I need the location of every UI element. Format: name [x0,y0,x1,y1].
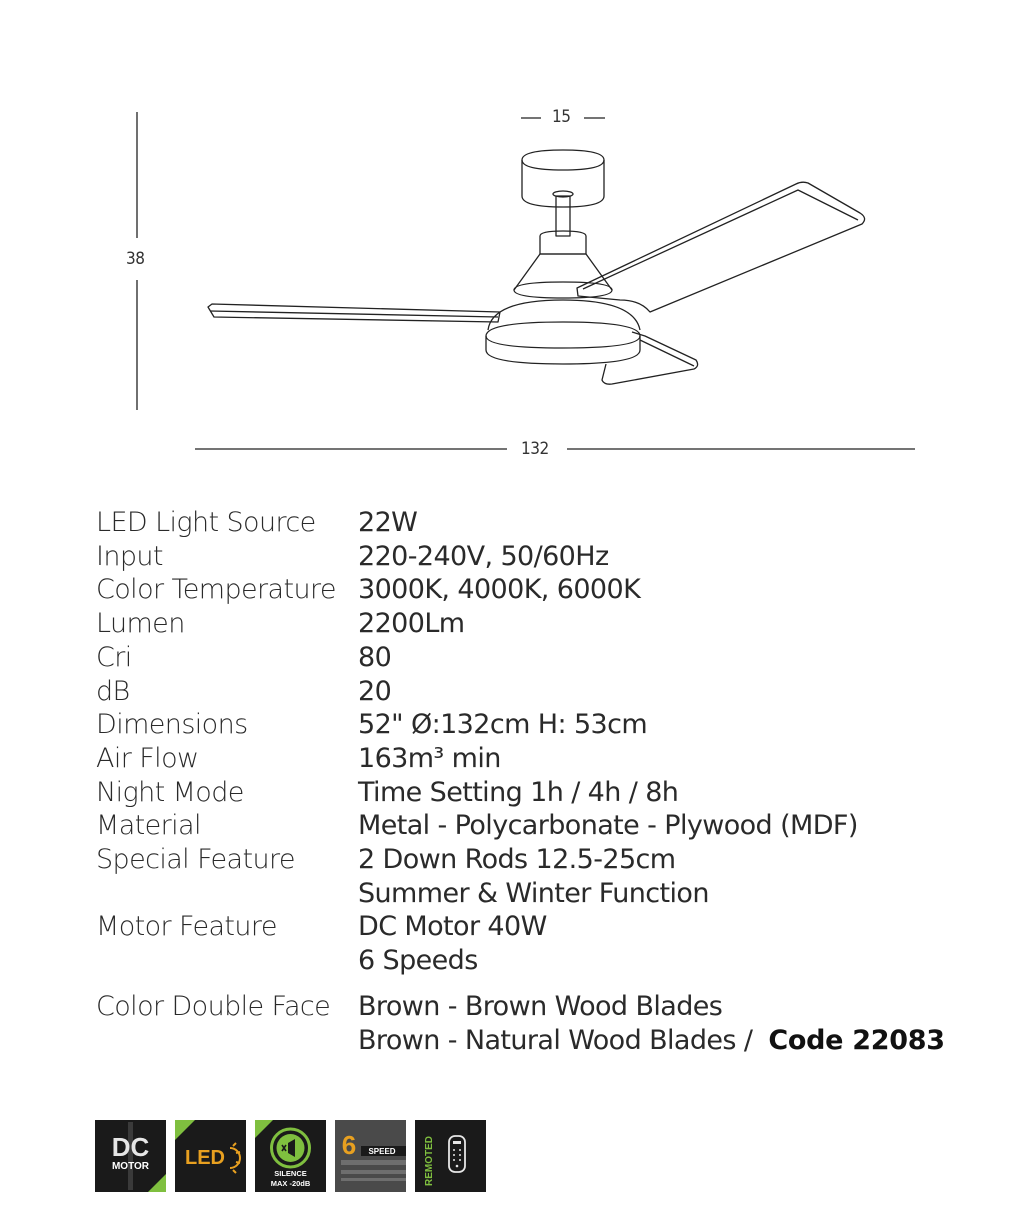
canopy [522,150,604,207]
spec-label: Lumen [96,608,185,640]
spec-label: Color Double Face [96,990,331,1022]
dim-label-span: 132 [521,439,549,459]
spec-value-with-code [358,1024,976,1058]
dim-label-height: 38 [126,249,145,269]
feature-badges [95,1120,486,1192]
spec-value: 52" Ø:132cm H: 53cm [358,709,648,741]
spec-row-color-double-face [96,990,976,1057]
spec-label: Air Flow [96,742,199,774]
remote-control-icon [415,1120,486,1192]
spec-label: Input [96,540,163,572]
spec-label: Cri [96,641,132,673]
led-text: LED [185,1147,225,1169]
spec-row-night-mode [96,776,976,810]
spec-value: 3000K, 4000K, 6000K [358,574,641,606]
motor-collar [540,231,586,254]
spec-value: Brown - Natural Wood Blades / [358,1024,753,1056]
fan-technical-drawing [0,0,1033,480]
blade-right-lower-edge [640,340,694,366]
spec-value: 22W [358,507,418,538]
dc-motor-icon [95,1120,166,1192]
spec-label: Special Feature [96,844,295,876]
spec-row-db [96,675,976,709]
dim-label-top: 15 [552,107,571,127]
motor-body [514,254,612,298]
spec-value: 163m³ min [358,742,501,774]
spec-row-led-light-source [96,506,976,540]
dc-motor-badge [95,1120,166,1192]
spec-row-motor-feature [96,910,976,977]
canopy-rim [522,160,604,170]
spec-value: 220-240V, 50/60Hz [358,540,609,572]
spec-label: Color Temperature [96,574,336,606]
fan-line-drawing [0,0,1033,480]
spec-row-air-flow [96,742,976,776]
product-code: Code 22083 [768,1024,945,1056]
spec-row-material [96,809,976,843]
spec-value: DC Motor 40W [358,911,547,943]
spec-value: 2 Down Rods 12.5-25cm [358,844,676,876]
speed-text: SPEED [368,1147,396,1156]
spec-value: Metal - Polycarbonate - Plywood (MDF) [358,810,858,842]
spec-value: Summer & Winter Function [358,877,709,909]
speed-number: 6 [341,1130,357,1160]
blade-left-edge [210,311,498,317]
spec-value: 20 [358,675,392,707]
spec-value: 6 Speeds [358,945,478,977]
light-disc [486,322,640,364]
spec-row-input [96,540,976,574]
spec-row-color-temperature [96,573,976,607]
spec-value: Time Setting 1h / 4h / 8h [358,776,679,808]
silence-icon [255,1120,326,1192]
remoted-text: REMOTED [424,1136,435,1186]
blade-right-upper-edge [583,190,858,289]
motor-text: MOTOR [111,1161,150,1172]
spec-row-special-feature [96,843,976,910]
spec-row-cri [96,641,976,675]
speed-icon [335,1120,406,1192]
motor-body-band [514,282,612,290]
spec-label: Material [96,810,201,842]
light-disc-rim [486,336,640,348]
spec-label: LED Light Source [96,507,316,538]
spec-table [96,506,976,1057]
spec-row-lumen [96,607,976,641]
spec-label: Dimensions [96,709,248,741]
down-rod [556,196,570,236]
silence-text: SILENCE [274,1169,307,1178]
dc-text: DC [111,1132,150,1162]
blade-right-lower [602,332,698,384]
spec-row-dimensions [96,708,976,742]
light-top [488,300,640,330]
spec-label: Motor Feature [96,911,277,943]
speed-badge [335,1120,406,1192]
spec-value: Brown - Brown Wood Blades [358,990,723,1022]
led-badge [175,1120,246,1192]
remote-badge [415,1120,486,1192]
spec-label: Night Mode [96,776,244,808]
blade-left [208,304,500,322]
max-db-text: MAX -20dB [270,1179,311,1188]
led-icon [175,1120,246,1192]
spec-label: dB [96,675,130,707]
silence-badge [255,1120,326,1192]
spec-value: 80 [358,641,392,673]
spec-value: 2200Lm [358,608,465,640]
